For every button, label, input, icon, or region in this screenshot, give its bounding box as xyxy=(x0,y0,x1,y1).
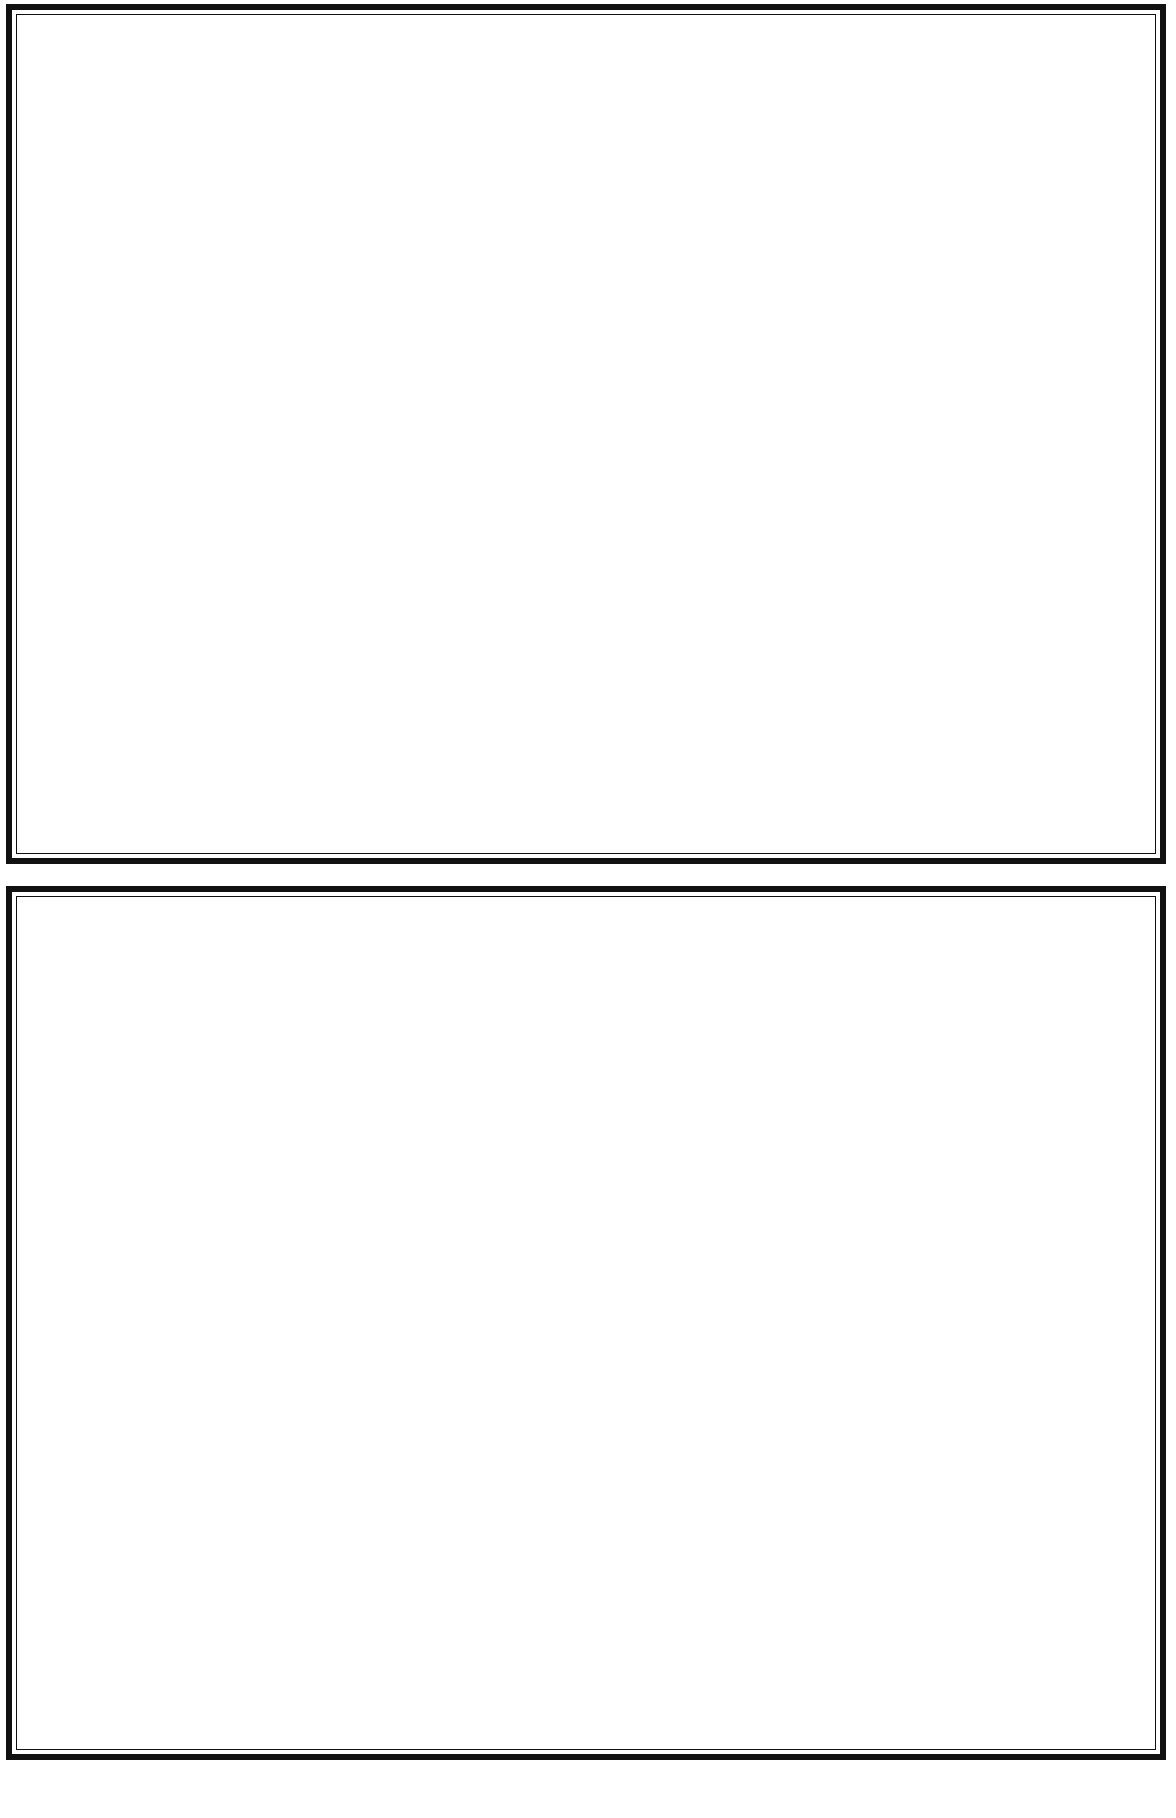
bottom-text-columns xyxy=(20,900,1152,1746)
top-text-columns xyxy=(20,18,1152,850)
top-page xyxy=(6,4,1166,864)
bottom-page xyxy=(6,886,1166,1760)
